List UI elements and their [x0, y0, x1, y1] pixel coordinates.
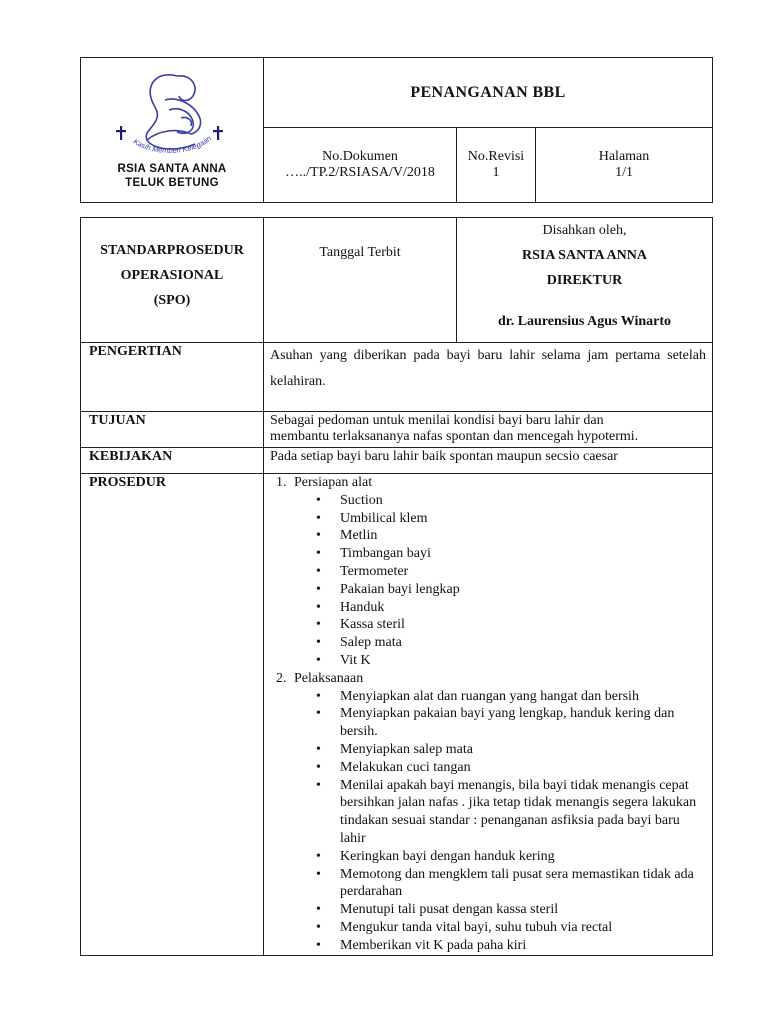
tujuan-text: [264, 412, 713, 448]
prosedur-step-2: [290, 670, 704, 955]
no-revisi-cell: [457, 128, 536, 203]
approval-signer: dr. Laurensius Agus Winarto: [498, 314, 671, 329]
spo-title-cell: [81, 218, 264, 343]
list-item: • Keringkan bayi dengan handuk kering: [316, 848, 704, 866]
halaman-value: 1/1: [615, 165, 633, 180]
list-item: • Termometer: [316, 563, 704, 581]
spo-title-line2: OPERASIONAL: [120, 268, 224, 283]
approval-position: DIREKTUR: [546, 273, 623, 288]
spo-title-line3: (SPO): [153, 293, 191, 308]
list-item: • Kassa steril: [316, 616, 704, 634]
hospital-name-line1: RSIA SANTA ANNA: [117, 163, 227, 175]
tanggal-terbit-cell: [264, 218, 457, 343]
no-revisi-label: No.Revisi: [467, 149, 525, 164]
list-item: • Menyiapkan salep mata: [316, 741, 704, 759]
step1-title: Persiapan alat: [294, 475, 373, 490]
no-dokumen-value: …../TP.2/RSIASA/V/2018: [285, 165, 435, 180]
spo-title-line1: STANDARPROSEDUR: [100, 243, 244, 258]
kebijakan-text: Pada setiap bayi baru lahir baik spontan maupun secsio caesar: [264, 448, 713, 474]
spo-main-table: [80, 217, 713, 956]
list-item: • Metlin: [316, 527, 704, 545]
hospital-name-line2: TELUK BETUNG: [125, 177, 219, 189]
list-item: • Menutupi tali pusat dengan kassa steril: [316, 901, 704, 919]
list-item: • Suction: [316, 492, 704, 510]
list-item: • Pakaian bayi lengkap: [316, 581, 704, 599]
step1-list: [294, 492, 704, 670]
list-item: • Menyiapkan pakaian bayi yang lengkap, handuk kering dan bersih.: [316, 705, 704, 741]
prosedur-step-1: [290, 474, 704, 670]
pengertian-text: Asuhan yang diberikan pada bayi baru lahir selama jam pertama setelah kelahiran.: [264, 343, 713, 412]
list-item: • Memotong dan mengklem tali pusat sera memastikan tidak ada perdarahan: [316, 866, 704, 902]
tujuan-label: TUJUAN: [81, 412, 264, 448]
tujuan-line2: membantu terlaksananya nafas spontan dan mencegah hypotermi.: [270, 429, 639, 444]
logo-arc-text: Kasih Memberi Kelegaan: [131, 133, 214, 156]
halaman-label: Halaman: [598, 149, 650, 164]
prosedur-content: [264, 474, 713, 956]
svg-text:Kasih Memberi Kelegaan: [132, 134, 213, 155]
document-title: PENANGANAN BBL: [264, 58, 713, 128]
prosedur-label: PROSEDUR: [81, 474, 264, 956]
tujuan-line1: Sebagai pedoman untuk menilai kondisi bayi baru lahir dan: [270, 413, 604, 428]
disahkan-label: Disahkan oleh,: [542, 223, 627, 238]
header-table: [80, 57, 713, 203]
logo-cell: [81, 58, 264, 203]
list-item: • Memberikan vit K pada paha kiri: [316, 937, 704, 955]
step2-list: [294, 688, 704, 955]
list-item: • Handuk: [316, 599, 704, 617]
halaman-cell: [536, 128, 713, 203]
list-item: • Salep mata: [316, 634, 704, 652]
no-dokumen-cell: [264, 128, 457, 203]
list-item: • Menyiapkan alat dan ruangan yang hangat dan bersih: [316, 688, 704, 706]
mother-child-logo-icon: [107, 66, 237, 158]
no-revisi-value: 1: [492, 165, 500, 180]
approval-cell: [457, 218, 713, 343]
no-dokumen-label: No.Dokumen: [322, 149, 398, 164]
list-item: • Vit K: [316, 652, 704, 670]
prosedur-steps: [268, 474, 704, 955]
kebijakan-label: KEBIJAKAN: [81, 448, 264, 474]
list-item: • Mengukur tanda vital bayi, suhu tubuh via rectal: [316, 919, 704, 937]
list-item: • Timbangan bayi: [316, 545, 704, 563]
step2-title: Pelaksanaan: [294, 670, 364, 686]
pengertian-label: PENGERTIAN: [81, 343, 264, 412]
tanggal-terbit-label: Tanggal Terbit: [319, 245, 401, 260]
list-item: • Menilai apakah bayi menangis, bila bayi tidak menangis cepat bersihkan jalan nafas . jika tetap tidak menangis segera lakukan tindakan sesuai standar : penanganan asfiksia pada bayi baru lahir: [316, 777, 704, 848]
hospital-logo: [81, 66, 263, 158]
list-item: • Melakukan cuci tangan: [316, 759, 704, 777]
list-item: • Umbilical klem: [316, 510, 704, 528]
approval-org-name: RSIA SANTA ANNA: [522, 248, 647, 263]
